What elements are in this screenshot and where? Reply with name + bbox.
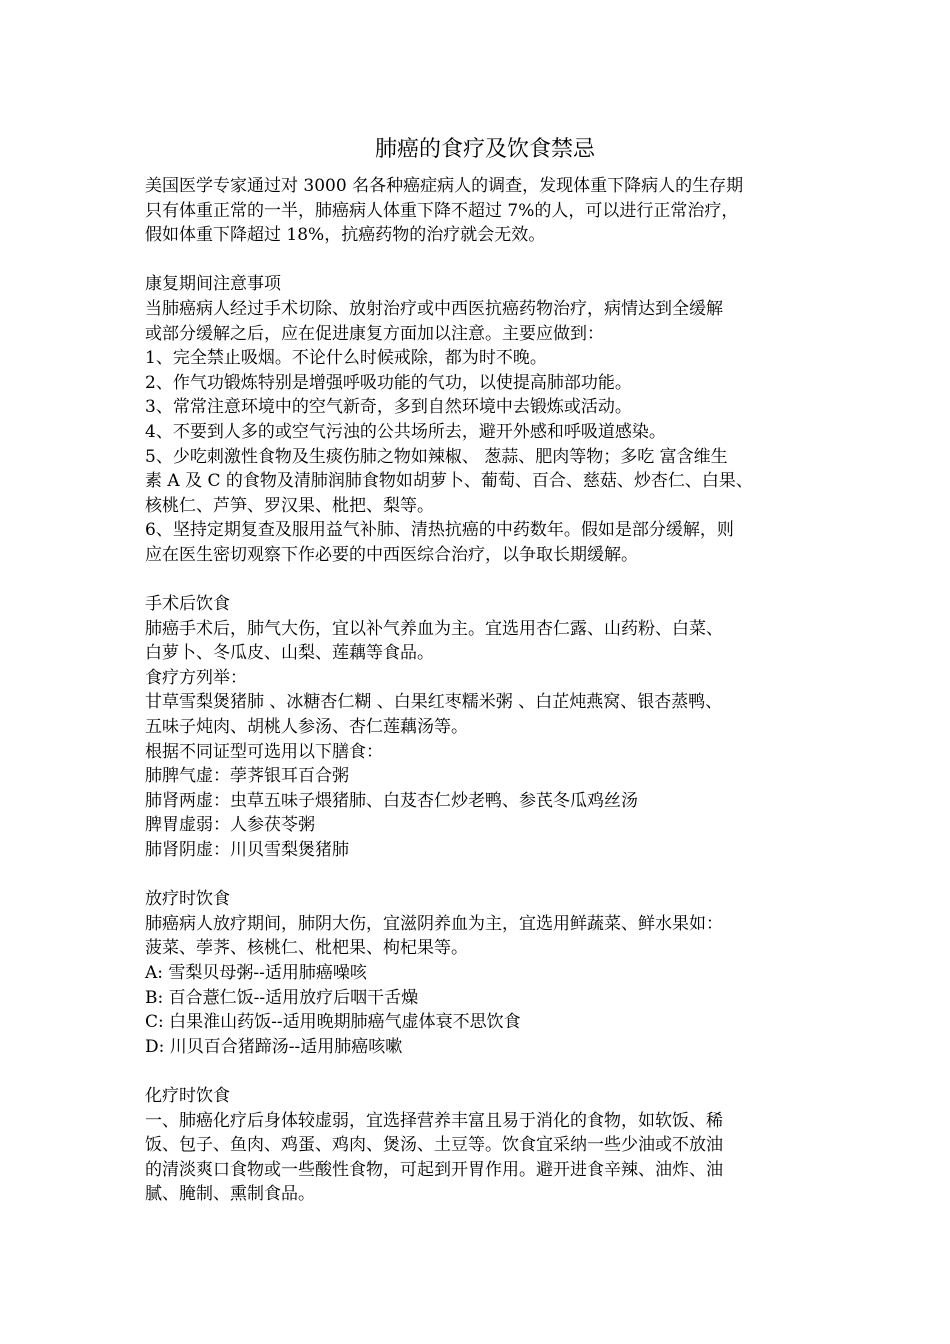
text-line: 当肺癌病人经过手术切除、放射治疗或中西医抗癌药物治疗，病情达到全缓解: [145, 298, 723, 319]
text-line: 5、少吃刺激性食物及生痰伤肺之物如辣椒、 葱蒜、肥肉等物；多吃 富含维生: [145, 446, 728, 467]
text-line: 肺癌手术后，肺气大伤，宜以补气养血为主。宜选用杏仁露、山药粉、白菜、: [145, 618, 723, 639]
text-line: 核桃仁、芦笋、罗汉果、枇把、梨等。: [145, 495, 434, 516]
text-line: A: 雪梨贝母粥--适用肺癌噪咳: [145, 963, 367, 983]
text-line: 肺脾气虚：荸荠银耳百合粥: [145, 766, 349, 787]
text-line: 假如体重下降超过 18%，抗癌药物的治疗就会无效。: [145, 225, 546, 246]
text-line: B: 百合薏仁饭--适用放疗后咽干舌燥: [145, 987, 419, 1008]
paragraph-gap: [145, 248, 825, 273]
text-line: 的清淡爽口食物或一些酸性食物，可起到开胃作用。避开进食辛辣、油炸、油: [145, 1159, 723, 1180]
text-line: 1、完全禁止吸烟。不论什么时候戒除，都为时不晚。: [145, 348, 547, 369]
document-page: [145, 136, 825, 1207]
paragraph-gap: [145, 863, 825, 888]
text-line: C: 白果淮山药饭--适用晚期肺癌气虚体衰不思饮食: [145, 1012, 521, 1033]
text-line: 只有体重正常的一半，肺癌病人体重下降不超过 7%的人，可以进行正常治疗，: [145, 200, 739, 221]
document-title: 肺癌的食疗及饮食禁忌: [374, 137, 595, 162]
text-line: 康复期间注意事项: [145, 274, 281, 295]
text-line: 素 A 及 C 的食物及清肺润肺食物如胡萝卜、葡萄、百合、慈菇、炒杏仁、白果、: [145, 471, 753, 492]
text-line: 食疗方列举：: [145, 667, 247, 688]
text-line: 甘草雪梨煲猪肺 、冰糖杏仁糊 、白果红枣糯米粥 、白芷炖燕窝、银杏蒸鸭、: [145, 692, 723, 713]
text-line: 脾胃虚弱：人参茯苓粥: [145, 815, 315, 836]
paragraph-gap: [145, 568, 825, 593]
text-line: 或部分缓解之后，应在促进康复方面加以注意。主要应做到：: [145, 323, 604, 344]
text-line: 菠菜、荸荠、核桃仁、枇杷果、枸杞果等。: [145, 938, 468, 959]
text-line: 4、不要到人多的或空气污浊的公共场所去，避开外感和呼吸道感染。: [145, 421, 666, 442]
text-line: 一、肺癌化疗后身体较虚弱，宜选择营养丰富且易于消化的食物，如软饭、稀: [145, 1110, 723, 1131]
text-line: 饭、包子、鱼肉、鸡蛋、鸡肉、煲汤、土豆等。饮食宜采纳一些少油或不放油: [145, 1135, 723, 1156]
text-line: 白萝卜、冬瓜皮、山梨、莲藕等食品。: [145, 643, 434, 664]
text-line: 五味子炖肉、胡桃人参汤、杏仁莲藕汤等。: [145, 717, 468, 738]
text-line: D: 川贝百合猪蹄汤--适用肺癌咳嗽: [145, 1036, 403, 1057]
text-line: 美国医学专家通过对 3000 名各种癌症病人的调查，发现体重下降病人的生存期: [145, 176, 744, 196]
text-line: 6、坚持定期复查及服用益气补肺、清热抗癌的中药数年。假如是部分缓解，则: [145, 520, 734, 541]
text-line: 手术后饮食: [145, 594, 230, 615]
text-line: 2、作气功锻炼特别是增强呼吸功能的气功，以使提高肺部功能。: [145, 372, 632, 393]
text-line: 肺肾阴虚：川贝雪梨煲猪肺: [145, 840, 349, 861]
text-line: 肺肾两虚：虫草五味子煨猪肺、白芨杏仁炒老鸭、参芪冬瓜鸡丝汤: [145, 790, 638, 811]
text-line: 放疗时饮食: [145, 889, 230, 910]
text-line: 根据不同证型可选用以下膳食：: [145, 741, 383, 762]
text-line: 应在医生密切观察下作必要的中西医综合治疗，以争取长期缓解。: [145, 544, 638, 565]
paragraph-gap: [145, 1059, 825, 1084]
text-line: 化疗时饮食: [145, 1085, 230, 1106]
document-body: [145, 174, 825, 1207]
text-line: 3、常常注意环境中的空气新奇，多到自然环境中去锻炼或活动。: [145, 397, 632, 418]
text-line: 腻、腌制、熏制食品。: [145, 1184, 315, 1205]
text-line: 肺癌病人放疗期间，肺阴大伤，宜滋阴养血为主，宜选用鲜蔬菜、鲜水果如：: [145, 913, 723, 934]
